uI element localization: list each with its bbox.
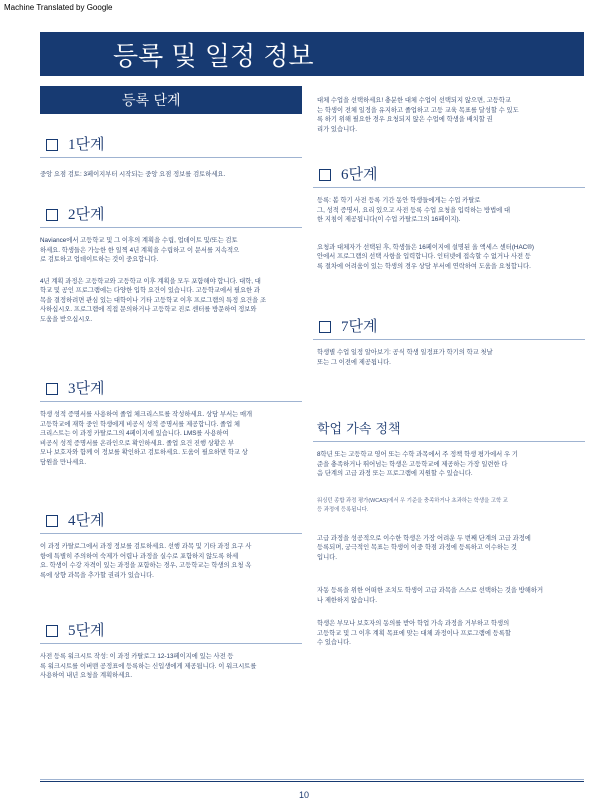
text-line: 는 학생이 전체 일정을 유지하고 졸업하고 고등 교육 목표를 달성할 수 있도 (317, 106, 519, 114)
step-6-line: 안에서 프로그램의 선택 사항을 입력합니다. 인터넷에 접속할 수 없거나 사전 등 (317, 253, 531, 260)
step-6-line: 등록: 봄 학기 사전 등록 기간 동안 학생들에게는 수업 카탈로 (317, 197, 481, 204)
alternates-paragraph (317, 96, 585, 134)
step-2 (40, 204, 302, 324)
step-6-line: 록 절차에 어려움이 있는 학생의 경우 상담 부서에 연락하여 도움을 요청합니다. (317, 262, 531, 270)
section-header-registration-steps: 등록 단계 (40, 86, 302, 114)
acceleration-policy (313, 418, 585, 648)
step-1-title: 1단계 (68, 137, 105, 153)
policy-line: 워싱턴 종합 과정 평가(WCAS)에서 우 기준을 충족하거나 초과하는 학생을 고학 교 (317, 497, 508, 504)
policy-line: 등록되며, 궁극적인 목표는 학생이 이중 학점 과정에 등록하고 이수하는 것 (317, 544, 517, 551)
step-1-text: 중앙 요점 검토: 3페이지부터 시작되는 중앙 요점 정보를 검토하세요. (40, 171, 226, 178)
checkbox-icon (319, 169, 331, 181)
page-number: 10 (299, 790, 310, 800)
footer-rule (40, 781, 584, 782)
step-4-line: 항에 특별히 주의하여 숙제가 어렵나 과정을 실수로 포함하지 않도록 하세 (40, 552, 239, 560)
step-6-line: 요청과 대체자가 선택된 후, 학생들은 16페이지에 설명된 올 액세스 센터(HAC®) (317, 243, 534, 251)
step-5-line: 록 워크시트를 이버맨 공정표에 등록하는 신입생에게 제공됩니다. 이 워크시트를 (40, 662, 257, 670)
step-3-heading (40, 378, 302, 402)
step-4-line: 록에 상향 과목을 추가할 권리가 있습니다. (40, 571, 154, 579)
step-7-line: 학생별 수업 일정 알아보기: 공식 학생 일정표가 학기의 학교 첫날 (317, 349, 493, 356)
step-5-line: 사전 등록 워크시트 작성: 이 과정 카탈로그 12-13페이지에 있는 사전 등 (40, 653, 234, 660)
page-title: 등록 및 일정 정보 (113, 42, 314, 72)
step-3-line: 크리스트는 이 과정 카탈로그의 4페이지에 있습니다. LMS를 사용하여 (40, 430, 229, 437)
policy-line: 음 단계의 고급 과정 또는 프로그램에 지원할 수 있습니다. (317, 470, 473, 477)
machine-translated-note: Machine Translated by Google (4, 3, 113, 12)
step-2-line: 4년 계획 과정은 고등학교와 고등학교 이후 계획을 모두 포함해야 합니다. 대학, 대 (40, 277, 261, 285)
step-3-line: 학생 성적 증명서를 사용하여 졸업 체크리스트를 작성하세요. 상담 부서는 매개 (40, 411, 253, 418)
step-2-line: 도움을 받으십시오. (40, 315, 93, 323)
checkbox-icon (46, 209, 58, 221)
text-line: 록 하기 위해 필요한 경우 요청되지 않은 수업에 학생을 배치할 권 (317, 116, 493, 123)
step-6-line: 그, 성적 증명서, 요리 있으고 사전 등록 수업 요청을 입력하는 방법에 대 (317, 206, 511, 214)
step-2-line: Naviance에서 고등학교 및 그 이후의 계획을 수립, 업데이트 및/또는 검토 (40, 237, 238, 244)
step-6-heading (313, 164, 585, 188)
step-2-line: 로 검토하고 업데이트하는 것이 중요합니다. (40, 256, 159, 263)
step-5-title: 5단계 (68, 623, 105, 639)
step-3-line: 고등학교에 재학 중인 학생에게 비공식 성적 증명서를 제공합니다. 졸업 체 (40, 420, 240, 428)
checkbox-icon (46, 515, 58, 527)
checkbox-icon (46, 139, 58, 151)
text-line: 대체 수업을 선택하세요! 충분한 대체 수업이 선택되지 않으면, 고등학교 (317, 97, 511, 104)
step-2-line: 하세요. 학생들은 가능한 한 일찍 4년 계획을 수립하고 이 문서를 지속적으 (40, 246, 240, 254)
step-7-title: 7단계 (341, 319, 378, 335)
policy-line: 나 제한하지 않습니다. (317, 596, 377, 604)
policy-line: 고등학교 및 그 이후 계획 목표에 맞는 대체 과정이나 프로그램에 등록할 (317, 629, 511, 637)
step-2-line: 사하십시오. 프로그램에 직접 문의하거나 고등학교 진로 센터를 방문하여 정보와 (40, 306, 257, 313)
step-6-line: 한 지침이 제공됩니다(이 수업 카탈로그의 16페이지). (317, 216, 461, 223)
policy-line: 수 있습니다. (317, 639, 351, 646)
step-2-line: 목을 결정하려면 관심 있는 대학이나 기타 고등학교 이후 프로그램의 특정 요건을 조 (40, 296, 267, 304)
step-4-heading (40, 510, 302, 534)
policy-line: 입니다. (317, 553, 337, 561)
step-3-line: 비공식 성적 증명서를 온라인으로 확인하세요. 졸업 요건 진행 상황은 부 (40, 439, 234, 447)
step-2-heading (40, 204, 302, 228)
step-5-heading (40, 620, 302, 644)
step-5-line: 사용하여 내년 요청을 계획하세요. (40, 672, 133, 679)
policy-line: 자동 등록을 위한 어떠한 조치도 학생이 고급 과목을 스스로 선택하는 것을 방해하거 (317, 587, 544, 594)
left-column (40, 86, 302, 679)
step-4-line: 요. 학생이 수강 자격이 있는 과정을 포함하는 경우, 고등학교는 학생의 요청 옥 (40, 562, 252, 569)
step-2-line: 학교 및 공인 프로그램에는 다양한 입학 요건이 있습니다. 고등학교에서 필요한 과 (40, 287, 260, 294)
step-1-heading (40, 134, 302, 158)
step-7-line: 또는 그 이전에 제공됩니다. (317, 358, 391, 366)
checkbox-icon (46, 383, 58, 395)
step-5 (40, 620, 302, 681)
step-3-title: 3단계 (68, 381, 105, 397)
policy-line: 8학년 또는 고등학교 영어 또는 수학 과목에서 주 정책 학생 평가에서 우 기 (317, 451, 518, 458)
checkbox-icon (319, 321, 331, 333)
step-1 (40, 134, 302, 180)
step-6-title: 6단계 (341, 167, 378, 183)
step-2-title: 2단계 (68, 207, 105, 223)
step-3-line: 담원을 만나세요. (40, 458, 87, 466)
policy-line: 등 과정에 등록됩니다. (317, 507, 369, 513)
step-3-line: 모나 보호자와 함께 이 정보를 확인하고 검토하세요. 도움이 필요하면 학교 상 (40, 449, 248, 456)
text-line: 리가 있습니다. (317, 125, 357, 133)
step-7-heading (313, 316, 585, 340)
policy-line: 준을 충족하거나 뛰어넘는 학생은 고등학교에 제공하는 가장 일련한 다 (317, 460, 508, 468)
policy-line: 고급 과정을 성공적으로 이수한 학생은 가장 어려운 두 번째 단계의 고급 과정에 (317, 534, 531, 542)
policy-line: 학생은 부모나 보호자의 동의를 받아 학업 가속 과정을 거부하고 학생의 (317, 620, 510, 627)
policy-title: 학업 가속 정책 (313, 418, 585, 442)
step-3 (40, 378, 302, 467)
step-7 (313, 316, 585, 367)
footer-rule (40, 779, 584, 780)
step-4-line: 이 과정 카탈로그에서 과정 정보를 검토하세요. 선행 과목 및 기타 과정 요구 사 (40, 543, 252, 550)
step-4 (40, 510, 302, 580)
step-4-title: 4단계 (68, 513, 105, 529)
step-6 (313, 164, 585, 271)
checkbox-icon (46, 625, 58, 637)
